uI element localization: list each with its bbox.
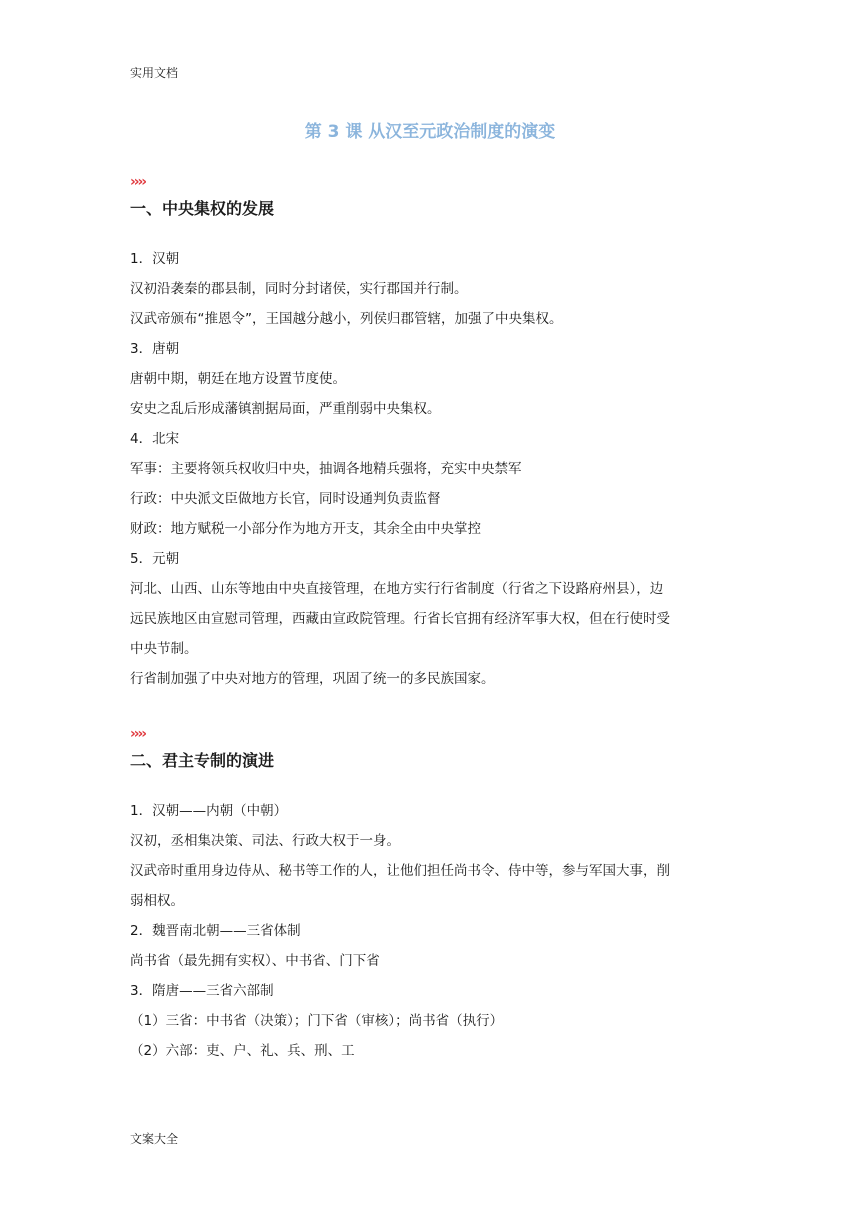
text-line: 汉武帝颁布“推恩令”，王国越分越小，列侯归郡管辖，加强了中央集权。 [130,311,563,327]
text-line: 2．魏晋南北朝——三省体制 [130,923,301,939]
section-marker-1: ›››› [130,174,146,190]
section-body-2 [130,796,735,1066]
text-line: 唐朝中期，朝廷在地方设置节度使。 [130,371,346,387]
text-line: 汉初沿袭秦的郡县制，同时分封诸侯，实行郡国并行制。 [130,281,468,297]
text-line: 汉武帝时重用身边侍从、秘书等工作的人，让他们担任尚书令、侍中等，参与军国大事，削 [130,863,670,879]
text-line: 行省制加强了中央对地方的管理，巩固了统一的多民族国家。 [130,671,495,687]
text-line: 1．汉朝 [130,251,180,267]
text-line: 安史之乱后形成藩镇割据局面，严重削弱中央集权。 [130,401,441,417]
text-line: 中央节制。 [130,641,198,657]
text-line: 1．汉朝——内朝（中朝） [130,803,288,819]
text-line: 3．唐朝 [130,341,180,357]
page-title: 第 3 课 从汉至元政治制度的演变 [304,122,556,142]
text-line: 4．北宋 [130,431,180,447]
text-line: 5．元朝 [130,551,180,567]
section-heading-2: 二、君主专制的演进 [130,751,275,770]
section-heading-1: 一、中央集权的发展 [130,199,275,218]
text-line: 军事：主要将领兵权收归中央，抽调各地精兵强将，充实中央禁军 [130,461,522,477]
text-line: 河北、山西、山东等地由中央直接管理，在地方实行行省制度（行省之下设路府州县），边 [130,581,664,597]
page-footer: 文案大全 [130,1132,179,1146]
section-marker-2: ›››› [130,726,146,742]
text-line: 尚书省（最先拥有实权）、中书省、门下省 [130,953,380,969]
text-line: （2）六部：吏、户、礼、兵、刑、工 [130,1043,355,1059]
text-line: 远民族地区由宣慰司管理，西藏由宣政院管理。行省长官拥有经济军事大权，但在行使时受 [130,611,670,627]
page-header: 实用文档 [130,66,179,80]
text-line: 汉初，丞相集决策、司法、行政大权于一身。 [130,833,400,849]
section-body-1 [130,244,735,694]
text-line: 弱相权。 [130,893,184,909]
text-line: 3．隋唐——三省六部制 [130,983,274,999]
text-line: 财政：地方赋税一小部分作为地方开支，其余全由中央掌控 [130,521,481,537]
text-line: （1）三省：中书省（决策）；门下省（审核）；尚书省（执行） [130,1013,504,1029]
text-line: 行政：中央派文臣做地方长官，同时设通判负责监督 [130,491,441,507]
